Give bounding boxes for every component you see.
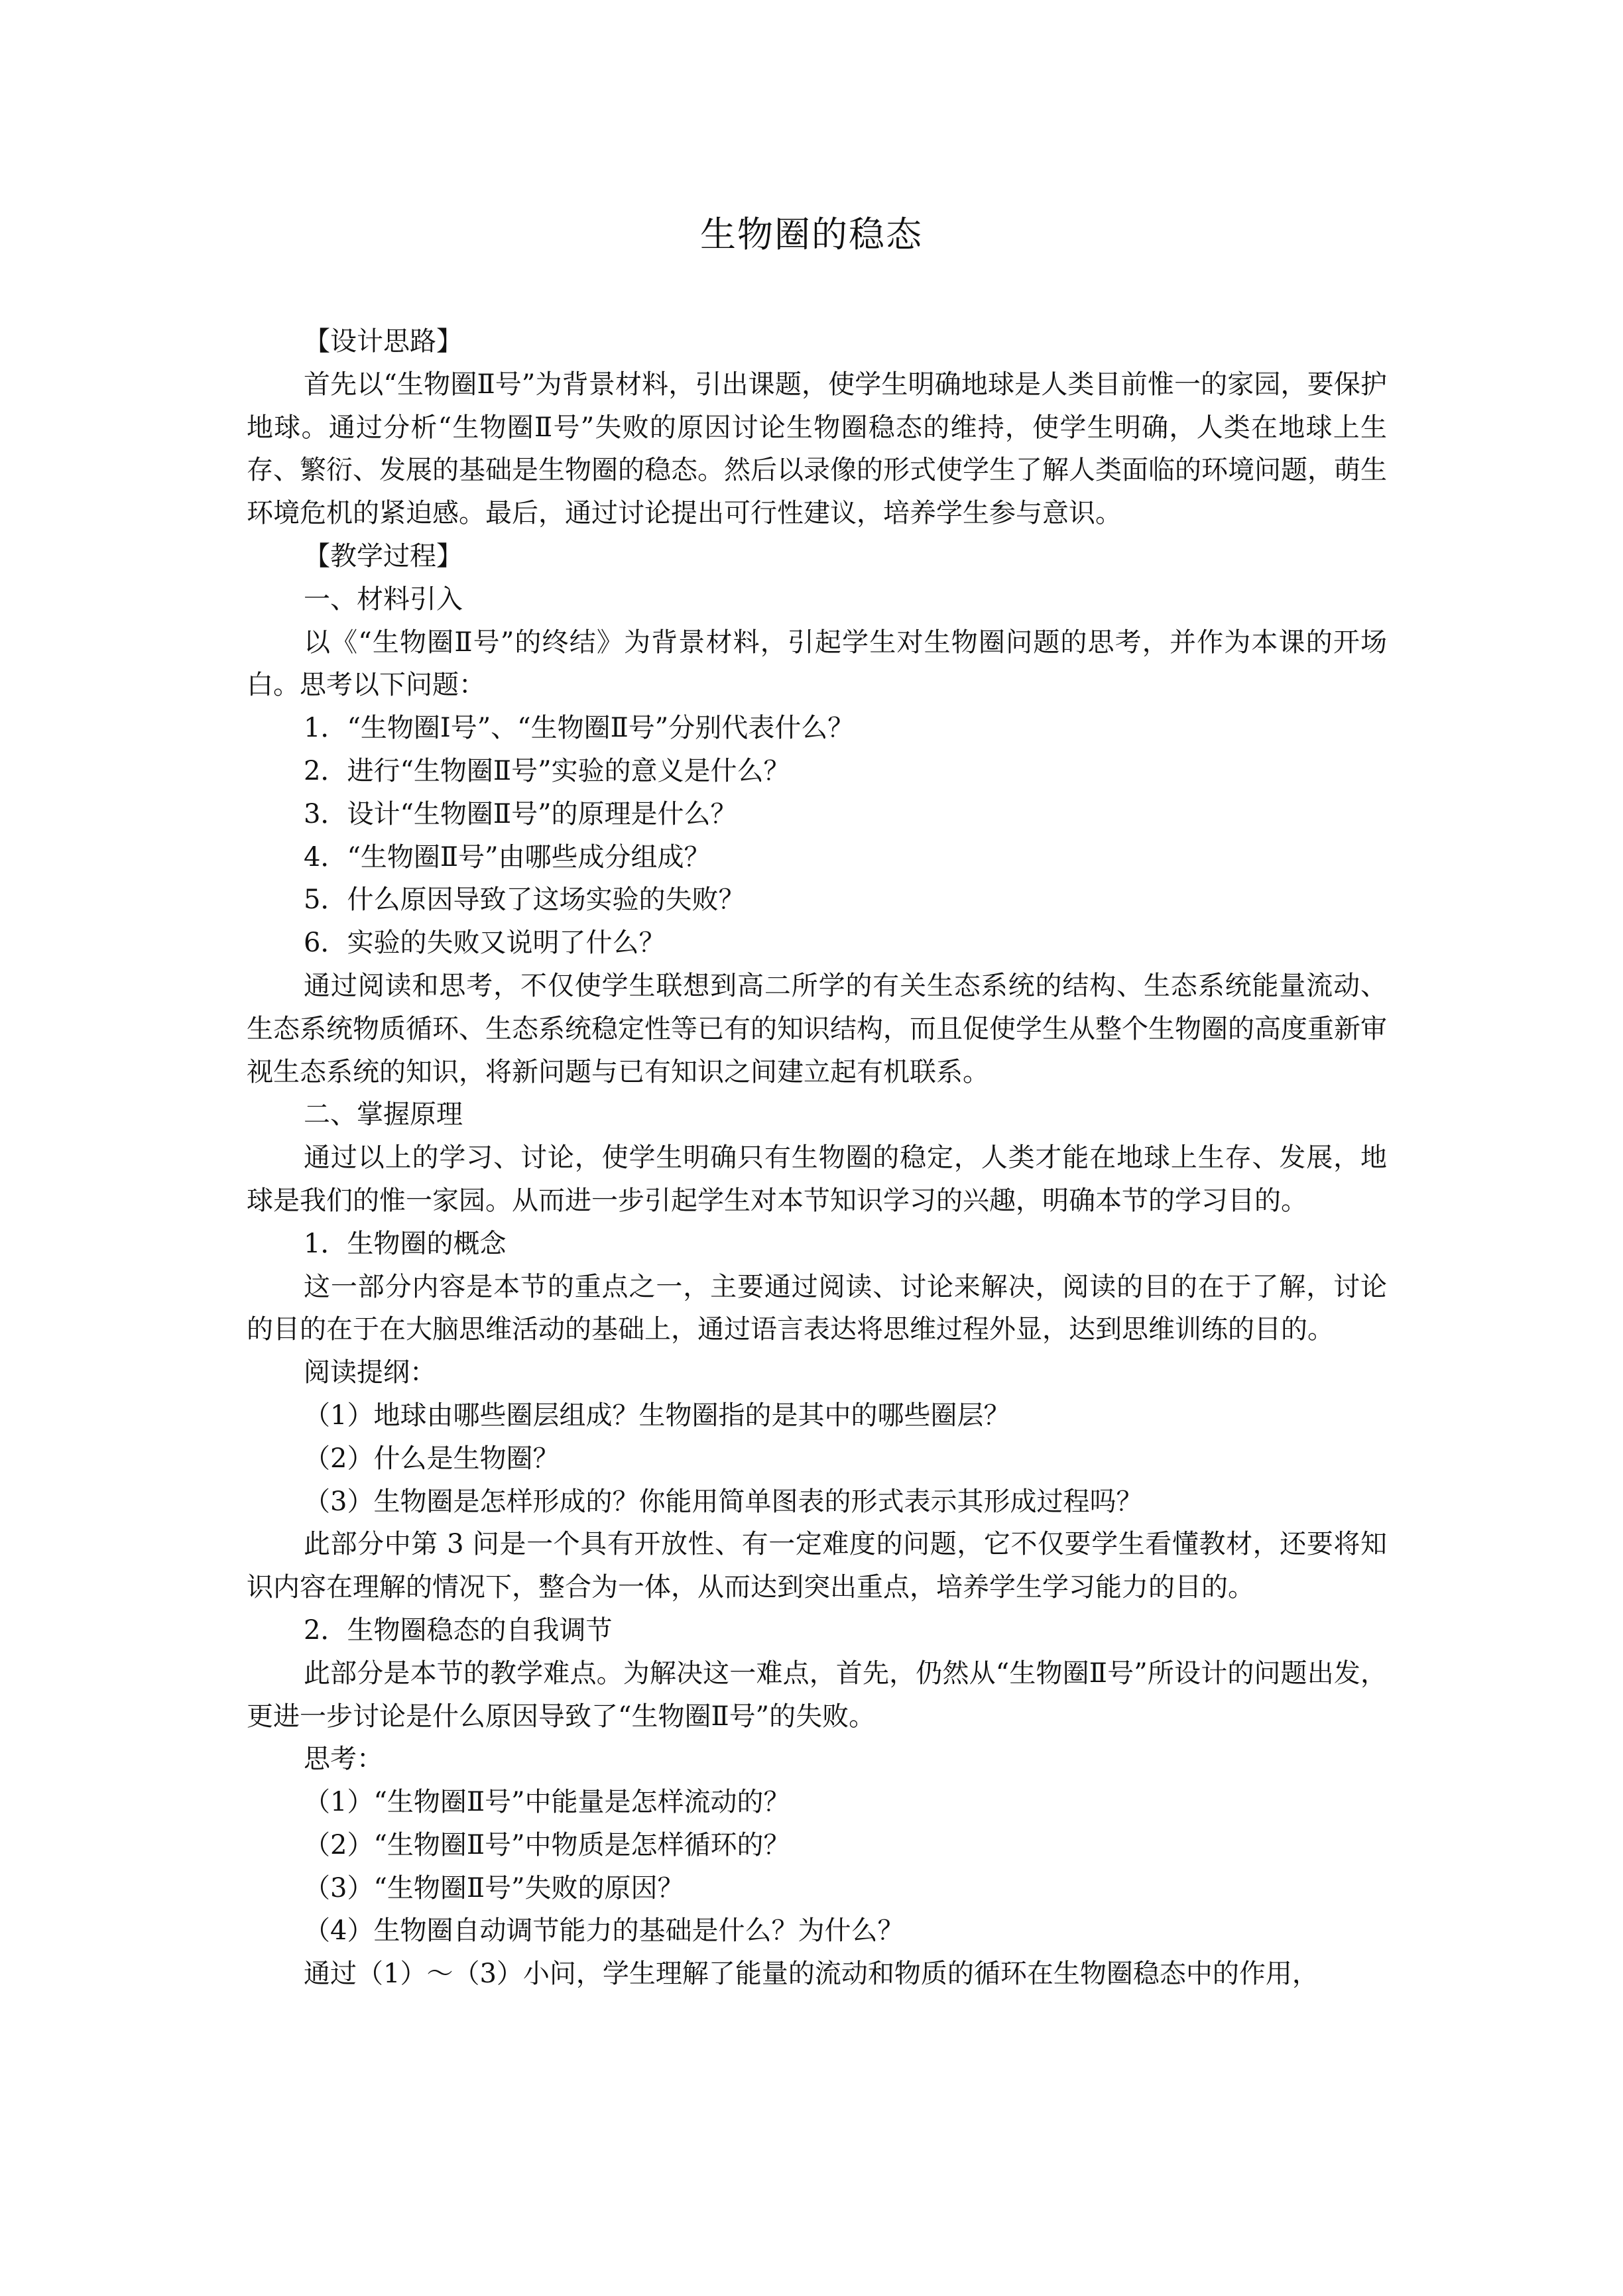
document-body: [247, 320, 1387, 1996]
page-title: 生物圈的稳态: [700, 213, 923, 255]
list-item: （4）生物圈自动调节能力的基础是什么？为什么？: [304, 1915, 904, 1947]
list-item: （3）生物圈是怎样形成的？你能用简单图表的形式表示其形成过程吗？: [304, 1486, 1143, 1517]
paragraph: 首先以“生物圈Ⅱ号”为背景材料，引出课题，使学生明确地球是人类目前惟一的家园，要保护地球。通过分析“生物圈Ⅱ号”失败的原因讨论生物圈稳态的维持，使学生明确，人类在地球上生存、繁衍、发展的基础是生物圈的稳态。然后以录像的形式使学生了解人类面临的环境问题，萌生环境危机的紧迫感。最后，通过讨论提出可行性建议，培养学生参与意识。: [247, 369, 1387, 529]
list-item: 5．什么原因导致了这场实验的失败？: [304, 884, 745, 916]
paragraph: 以《“生物圈Ⅱ号”的终结》为背景材料，引起学生对生物圈问题的思考，并作为本课的开场白。思考以下问题：: [247, 627, 1387, 701]
paragraph: 此部分是本节的教学难点。为解决这一难点，首先，仍然从“生物圈Ⅱ号”所设计的问题出发，更进一步讨论是什么原因导致了“生物圈Ⅱ号”的失败。: [247, 1658, 1387, 1732]
list-item: 3．设计“生物圈Ⅱ号”的原理是什么？: [304, 798, 737, 829]
paragraph: 此部分中第 3 问是一个具有开放性、有一定难度的问题，它不仅要学生看懂教材，还要将知识内容在理解的情况下，整合为一体，从而达到突出重点，培养学生学习能力的目的。: [247, 1529, 1387, 1603]
list-item: 1．“生物圈Ⅰ号”、“生物圈Ⅱ号”分别代表什么？: [304, 713, 855, 744]
list-item: 2．进行“生物圈Ⅱ号”实验的意义是什么？: [304, 755, 790, 786]
list-item: 4．“生物圈Ⅱ号”由哪些成分组成？: [304, 841, 711, 873]
list-item: （2）“生物圈Ⅱ号”中物质是怎样循环的？: [304, 1829, 790, 1860]
list-item: （1）“生物圈Ⅱ号”中能量是怎样流动的？: [304, 1787, 790, 1818]
subheading: 1．生物圈的概念: [304, 1228, 507, 1259]
list-item: （3）“生物圈Ⅱ号”失败的原因？: [304, 1872, 684, 1903]
subheading: 二、掌握原理: [304, 1099, 463, 1130]
section-heading-process: 【教学过程】: [304, 540, 463, 572]
subheading: 2．生物圈稳态的自我调节: [304, 1614, 613, 1646]
paragraph: 通过（1）～（3）小问，学生理解了能量的流动和物质的循环在生物圈稳态中的作用，: [304, 1959, 1319, 1990]
paragraph: 通过以上的学习、讨论，使学生明确只有生物圈的稳定，人类才能在地球上生存、发展，地球是我们的惟一家园。从而进一步引起学生对本节知识学习的兴趣，明确本节的学习目的。: [247, 1142, 1387, 1216]
paragraph: 这一部分内容是本节的重点之一，主要通过阅读、讨论来解决，阅读的目的在于了解，讨论的目的在于在大脑思维活动的基础上，通过语言表达将思维过程外显，达到思维训练的目的。: [247, 1271, 1387, 1345]
section-heading-design: 【设计思路】: [304, 326, 463, 357]
list-item: 6．实验的失败又说明了什么？: [304, 928, 666, 959]
list-item: （2）什么是生物圈？: [304, 1443, 560, 1474]
list-item: （1）地球由哪些圈层组成？生物圈指的是其中的哪些圈层？: [304, 1400, 1010, 1431]
paragraph: 通过阅读和思考，不仅使学生联想到高二所学的有关生态系统的结构、生态系统能量流动、生态系统物质循环、生态系统稳定性等已有的知识结构，而且促使学生从整个生物圈的高度重新审视生态系统的知识，将新问题与已有知识之间建立起有机联系。: [247, 970, 1387, 1087]
paragraph: 阅读提纲：: [304, 1357, 436, 1388]
subheading: 一、材料引入: [304, 583, 463, 615]
paragraph: 思考：: [304, 1744, 383, 1775]
